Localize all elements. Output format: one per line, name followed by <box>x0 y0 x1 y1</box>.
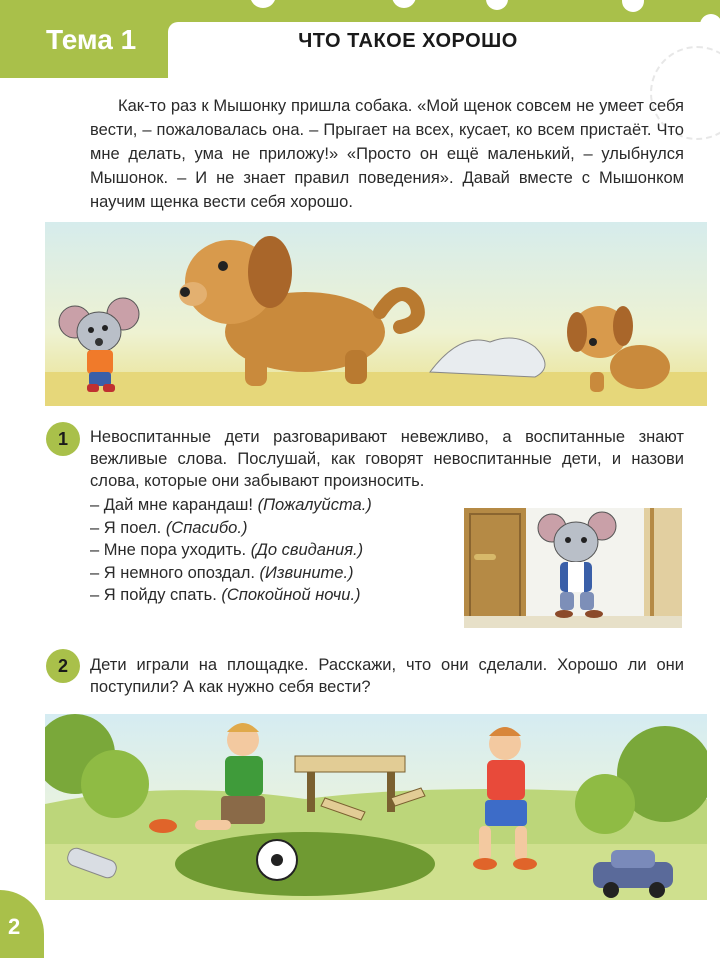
polite-words-list <box>90 494 450 607</box>
illustration-mouse-at-door <box>464 508 682 628</box>
list-item <box>90 539 450 562</box>
polite-hint: (До свидания.) <box>250 541 364 559</box>
task-number-badge: 2 <box>46 649 80 683</box>
phrase: – Я немного опоздал. <box>90 563 255 582</box>
phrase: – Мне пора уходить. <box>90 541 247 559</box>
task-number-badge: 1 <box>46 422 80 456</box>
intro-paragraph: Как-то раз к Мышонку пришла собака. «Мой щенок совсем не умеет себя вести, – пожаловалась она. – Прыгает на всех, кусает, ко всем пристаёт. Что мне делать, ума не приложу!» «Просто он ещё маленький, – улыбнулся Мышонок. – И не знает правил поведения». Давай вместе с Мышонком научим щенка вести себя хорошо. <box>90 97 684 211</box>
polite-hint: (Спокойной ночи.) <box>221 586 361 604</box>
phrase: – Я пойду спать. <box>90 586 217 604</box>
page-title: ЧТО ТАКОЕ ХОРОШО <box>298 30 518 52</box>
list-item <box>90 584 450 607</box>
list-item <box>90 494 450 517</box>
list-item <box>90 517 450 540</box>
page-number-tab <box>0 890 44 958</box>
phrase: – Я поел. <box>90 518 162 537</box>
page-number: 2 <box>8 914 21 939</box>
illustration-dog-and-puppy <box>45 222 707 406</box>
task2-text: Дети играли на площадке. Расскажи, что они сделали. Хорошо ли они поступили? А как нужно себя вести? <box>90 656 684 696</box>
topic-label: Тема 1 <box>46 24 137 55</box>
illustration-playground <box>45 714 707 900</box>
phrase: – Дай мне карандаш! <box>90 496 253 514</box>
list-item <box>90 562 450 585</box>
task1-text: Невоспитанные дети разговаривают невежливо, а воспитанные знают вежливые слова. Послушай, как говорят невоспитанные дети, и назови слова, которые они забывают произносить. <box>90 428 684 490</box>
polite-hint: (Извините.) <box>259 563 354 582</box>
polite-hint: (Спасибо.) <box>165 518 248 537</box>
polite-hint: (Пожалуйста.) <box>257 496 372 514</box>
